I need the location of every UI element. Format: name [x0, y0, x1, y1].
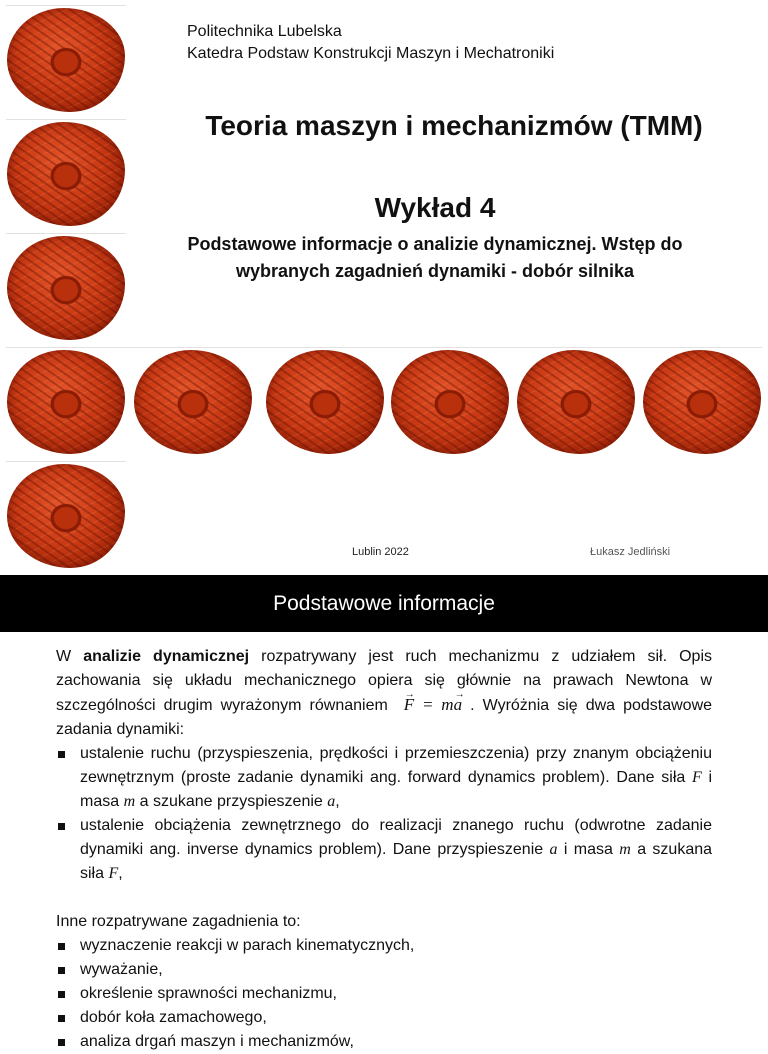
intro-paragraph: [56, 645, 712, 742]
symbol-acceleration: a: [549, 841, 558, 858]
newton-formula: [396, 695, 462, 714]
formula-equals-mass: = m: [421, 695, 454, 714]
list-item-text: ,: [335, 793, 340, 810]
list-item: analiza drgań maszyn i mechanizmów,: [56, 1030, 712, 1054]
stone-image: [7, 350, 125, 454]
subtitle-line: Podstawowe informacje o analizie dynamicznej. Wstęp do: [187, 234, 683, 254]
stone-image: [7, 122, 125, 226]
list-item-text: i masa: [563, 841, 613, 858]
list-item-text: a szukane przyspieszenie: [139, 793, 323, 810]
list-item-text: i masa: [80, 769, 712, 810]
list-item-text: a szukana siła: [80, 841, 713, 882]
list-item: wyważanie,: [56, 958, 712, 982]
stone-image: [7, 8, 125, 112]
formula-acceleration: a →: [454, 693, 463, 717]
content-slide: [0, 575, 768, 1050]
slide-body: [56, 645, 712, 1054]
other-topics-intro: Inne rozpatrywane zagadnienia to:: [56, 913, 301, 930]
list-item-text: ustalenie obciążenia zewnętrznego do realizacji znanego ruchu (odwrotne zadanie dynamiki ang. inverse dynamics problem). Dane przyspieszenie: [80, 817, 712, 858]
list-item: dobór koła zamachowego,: [56, 1006, 712, 1030]
list-item-text: ,: [118, 865, 123, 882]
divider: [6, 119, 126, 120]
institution: [187, 21, 554, 65]
divider: [6, 5, 126, 6]
stone-image: [517, 350, 635, 454]
stone-image: [7, 236, 125, 340]
stone-image: [391, 350, 509, 454]
list-item: wyznaczenie reakcji w parach kinematycznych,: [56, 934, 712, 958]
intro-text: . Wyróżnia się dwa podstawowe zadania dynamiki:: [56, 697, 713, 738]
slide-header: Podstawowe informacje: [0, 575, 768, 632]
list-item: [56, 814, 712, 886]
spacer: [56, 886, 712, 910]
stone-image: [7, 464, 125, 568]
divider: [6, 233, 126, 234]
stone-image: [643, 350, 761, 454]
intro-bold: analizie dynamicznej: [83, 648, 250, 665]
symbol-force: F: [108, 865, 119, 882]
symbol-acceleration: a: [327, 793, 336, 810]
symbol-mass: m: [619, 841, 631, 858]
lecture-number: Wykład 4: [374, 192, 496, 223]
author-name: Łukasz Jedliński: [590, 546, 671, 558]
intro-text: rozpatrywany jest ruch mechanizmu z udziałem sił. Opis zachowania się układu mechanicznego opiera się głównie na prawach Newtona w szczególności drugim wyrażonym równaniem: [56, 648, 713, 714]
list-item: określenie sprawności mechanizmu,: [56, 982, 712, 1006]
other-topics-list: [56, 934, 712, 1054]
university-name: Politechnika Lubelska: [187, 23, 342, 40]
divider: [6, 347, 762, 348]
list-item: [56, 742, 712, 814]
stone-image: [134, 350, 252, 454]
symbol-force: F: [691, 769, 702, 786]
intro-text: W: [56, 648, 72, 665]
divider: [6, 461, 126, 462]
dynamics-tasks-list: [56, 742, 712, 886]
lecture-subtitle: [140, 231, 730, 285]
list-item-text: ustalenie ruchu (przyspieszenia, prędkości i przemieszczenia) przy znanym obciążeniu zewnętrznym (proste zadanie dynamiki ang. forward dynamics problem). Dane siła: [80, 745, 712, 786]
symbol-mass: m: [123, 793, 136, 810]
formula-force: F →: [404, 693, 414, 717]
course-title: Teoria maszyn i mechanizmów (TMM): [205, 110, 703, 141]
department-name: Katedra Podstaw Konstrukcji Maszyn i Mechatroniki: [187, 45, 555, 62]
subtitle-line: wybranych zagadnień dynamiki - dobór silnika: [235, 261, 635, 281]
city-year: Lublin 2022: [352, 546, 409, 558]
stone-image: [266, 350, 384, 454]
